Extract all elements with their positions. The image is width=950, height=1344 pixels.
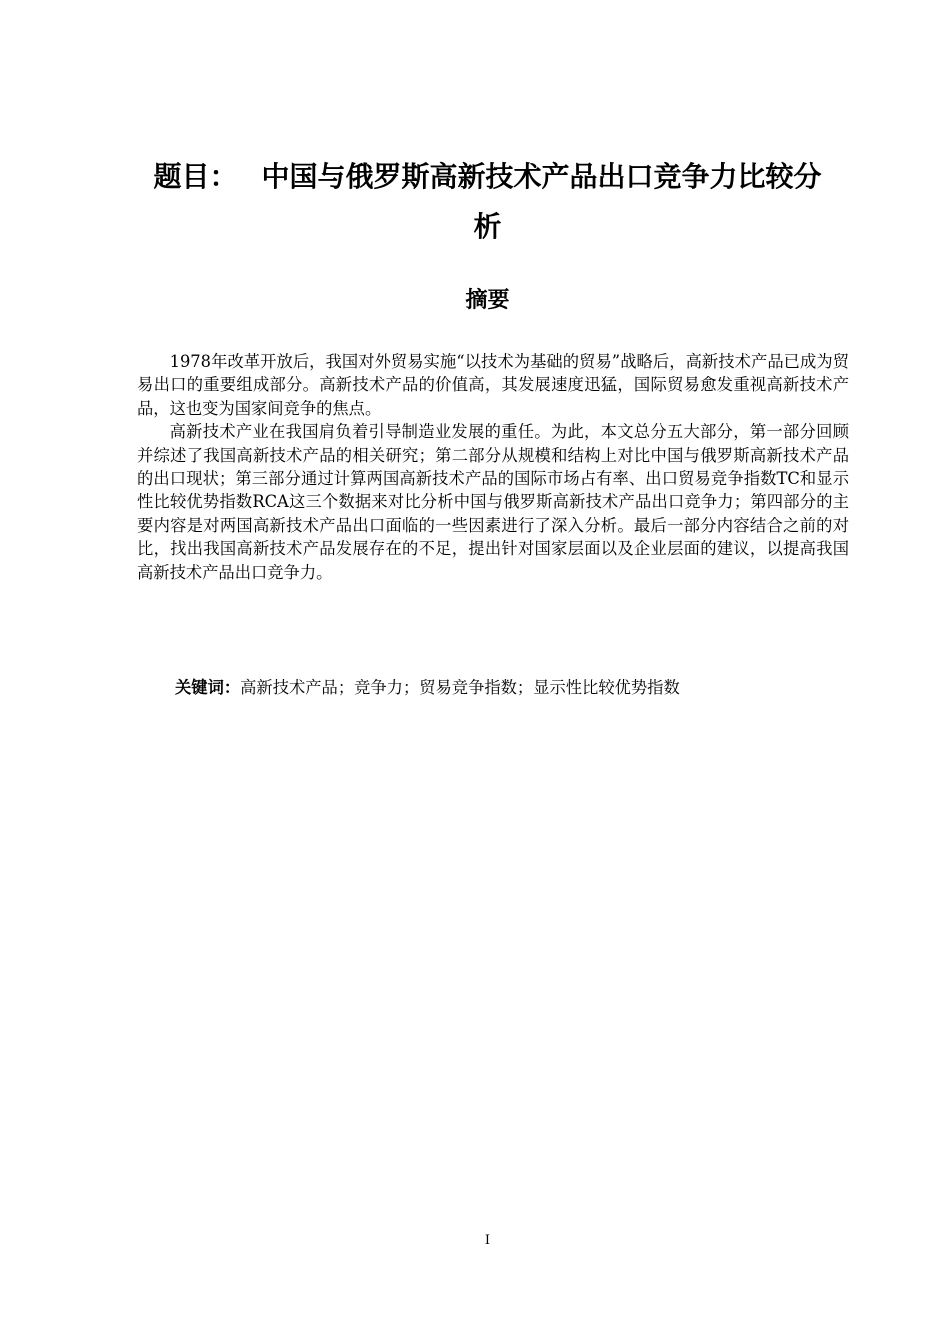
abstract-paragraph-1: 1978年改革开放后，我国对外贸易实施“以技术为基础的贸易”战略后，高新技术产品已成为贸易出口的重要组成部分。高新技术产品的价值高，其发展速度迅猛，国际贸易愈发重视高新技术产品，这也变为国家间竞争的焦点。 [137,352,849,418]
abstract-body [137,350,849,584]
title-line-2: 析 [473,210,502,243]
document-title [140,152,835,252]
keywords-line [175,676,855,700]
title-main-text: 中国与俄罗斯高新技术产品出口竞争力比较分 [261,160,822,193]
abstract-heading: 摘要 [465,288,510,313]
page-number: I [484,1233,491,1248]
title-line-1 [140,152,835,202]
keywords-value: 高新技术产品；竞争力；贸易竞争指数；显示性比较优势指数 [240,678,680,697]
abstract-paragraph-2: 高新技术产业在我国肩负着引导制造业发展的重任。为此，本文总分五大部分，第一部分回顾并综述了我国高新技术产品的相关研究；第二部分从规模和结构上对比中国与俄罗斯高新技术产品的出口现状；第三部分通过计算两国高新技术产品的国际市场占有率、出口贸易竞争指数TC和显示性比较优势指数RCA这三个数据来对比分析中国与俄罗斯高新技术产品出口竞争力；第四部分的主要内容是对两国高新技术产品出口面临的一些因素进行了深入分析。最后一部分内容结合之前的对比，找出我国高新技术产品发展存在的不足，提出针对国家层面以及企业层面的建议，以提高我国高新技术产品出口竞争力。 [137,422,849,582]
keywords-label: 关键词： [175,678,241,697]
title-prefix: 题目： [153,160,238,193]
